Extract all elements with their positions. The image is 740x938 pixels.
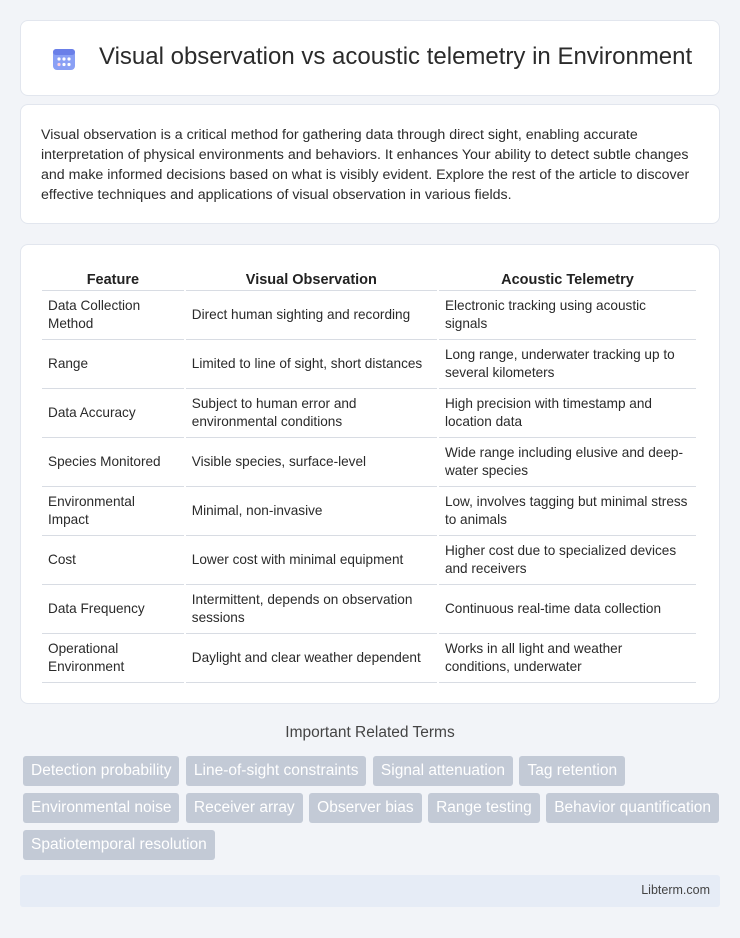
related-term-tag[interactable]: Receiver array xyxy=(186,793,303,823)
page-title: Visual observation vs acoustic telemetry in Environment xyxy=(99,43,693,70)
related-term-tag[interactable]: Signal attenuation xyxy=(373,756,513,786)
related-term-tag[interactable]: Observer bias xyxy=(309,793,421,823)
table-row xyxy=(42,291,696,340)
related-term-tag[interactable]: Behavior quantification xyxy=(546,793,719,823)
table-row xyxy=(42,438,696,487)
header-feature: Feature xyxy=(42,265,184,291)
table-row xyxy=(42,536,696,585)
table-cell: Intermittent, depends on observation sessions xyxy=(186,585,437,634)
calendar-grid-icon xyxy=(51,46,77,72)
footer-site-link[interactable]: Libterm.com xyxy=(641,883,710,897)
table-cell: Daylight and clear weather dependent xyxy=(186,634,437,683)
header-visual-observation: Visual Observation xyxy=(186,265,437,291)
table-cell: High precision with timestamp and location data xyxy=(439,389,696,438)
table-cell: Electronic tracking using acoustic signals xyxy=(439,291,696,340)
table-row xyxy=(42,487,696,536)
table-cell: Higher cost due to specialized devices and receivers xyxy=(439,536,696,585)
table-cell: Cost xyxy=(42,536,184,585)
table-row xyxy=(42,340,696,389)
table-cell: Wide range including elusive and deep-water species xyxy=(439,438,696,487)
related-term-tag[interactable]: Environmental noise xyxy=(23,793,179,823)
table-header-row xyxy=(42,265,696,291)
header-card xyxy=(20,20,720,96)
table-row xyxy=(42,389,696,438)
table-row xyxy=(42,634,696,683)
table-cell: Visible species, surface-level xyxy=(186,438,437,487)
table-cell: Works in all light and weather conditions, underwater xyxy=(439,634,696,683)
comparison-table-card xyxy=(20,244,720,704)
intro-card xyxy=(20,104,720,224)
table-cell: Operational Environment xyxy=(42,634,184,683)
header-acoustic-telemetry: Acoustic Telemetry xyxy=(439,265,696,291)
table-cell: Subject to human error and environmental conditions xyxy=(186,389,437,438)
comparison-table xyxy=(40,265,698,683)
related-term-tag[interactable]: Spatiotemporal resolution xyxy=(23,830,215,860)
table-row xyxy=(42,585,696,634)
table-cell: Data Frequency xyxy=(42,585,184,634)
related-term-tag[interactable]: Detection probability xyxy=(23,756,179,786)
related-terms-list xyxy=(23,756,723,867)
table-cell: Long range, underwater tracking up to several kilometers xyxy=(439,340,696,389)
table-cell: Low, involves tagging but minimal stress to animals xyxy=(439,487,696,536)
table-cell: Lower cost with minimal equipment xyxy=(186,536,437,585)
table-cell: Environmental Impact xyxy=(42,487,184,536)
table-cell: Limited to line of sight, short distances xyxy=(186,340,437,389)
related-terms-title: Important Related Terms xyxy=(285,724,455,741)
table-cell: Data Collection Method xyxy=(42,291,184,340)
table-cell: Direct human sighting and recording xyxy=(186,291,437,340)
related-term-tag[interactable]: Range testing xyxy=(428,793,540,823)
related-term-tag[interactable]: Line-of-sight constraints xyxy=(186,756,367,786)
table-cell: Data Accuracy xyxy=(42,389,184,438)
footer xyxy=(20,875,720,907)
table-cell: Range xyxy=(42,340,184,389)
table-cell: Minimal, non-invasive xyxy=(186,487,437,536)
table-cell: Continuous real-time data collection xyxy=(439,585,696,634)
related-term-tag[interactable]: Tag retention xyxy=(519,756,625,786)
intro-text: Visual observation is a critical method for gathering data through direct sight, enabling accurate interpretation of physical environments and behaviors. It enhances Your ability to detect subtle changes and make informed decisions based on what is visibly evident. Explore the rest of the article to discover effective techniques and applications of visual observation in various fields. xyxy=(41,127,690,203)
table-cell: Species Monitored xyxy=(42,438,184,487)
